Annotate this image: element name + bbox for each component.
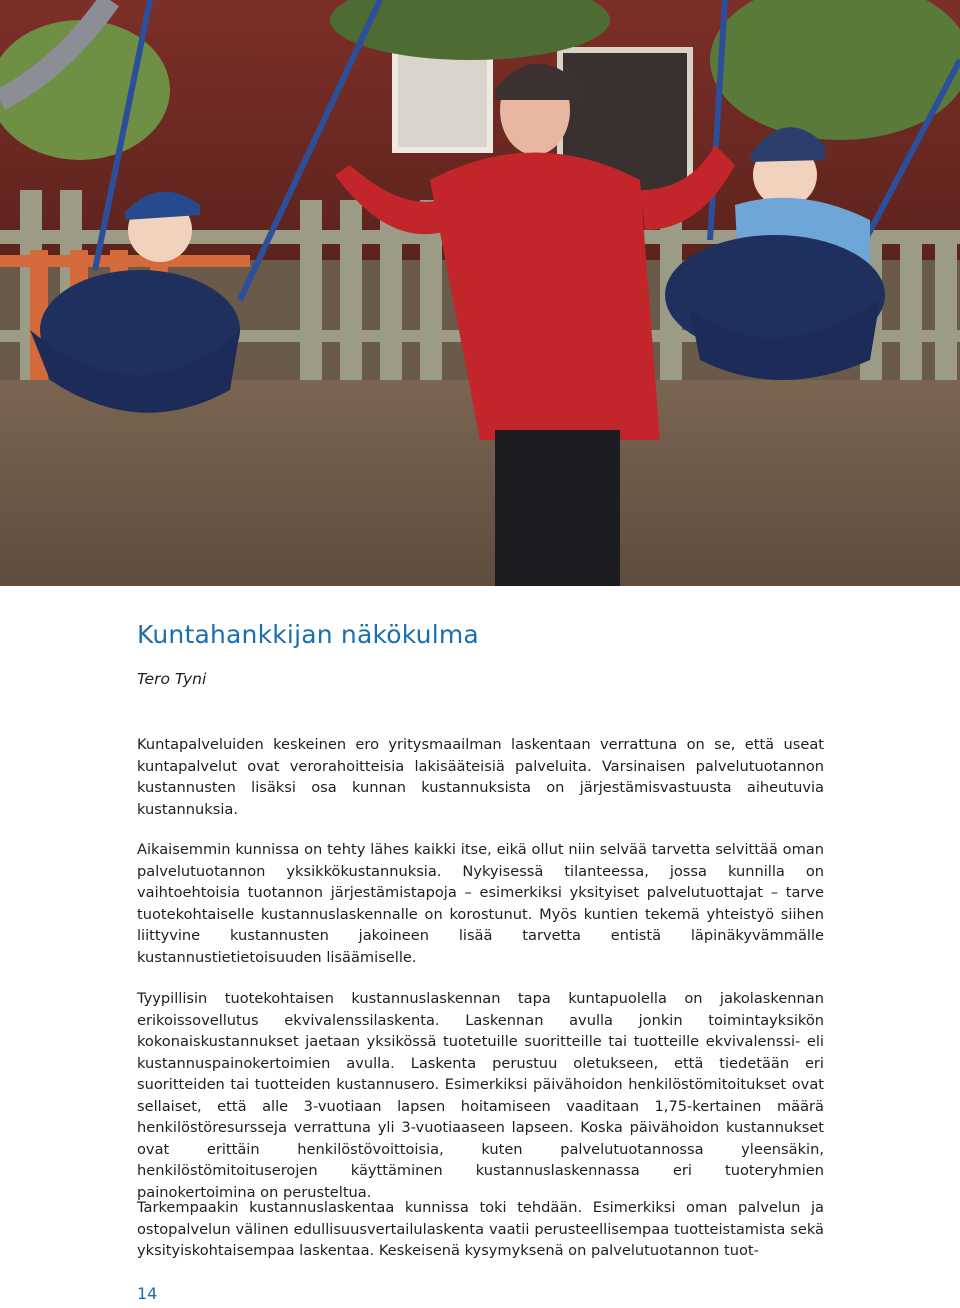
article-author: Tero Tyni (137, 670, 207, 688)
body-paragraph: Kuntapalveluiden keskeinen ero yritysmaailman laskentaan verrattuna on se, että useat kuntapalvelut ovat verorahoitteisia lakisääteisiä palveluita. Varsinaisen palvelutuotannon kustannusten lisäksi osa kunnan kustannuksista on järjestämisvastuusta aiheutuvia kustannuksia. (137, 736, 824, 818)
body-paragraph: Tyypillisin tuotekohtaisen kustannuslaskennan tapa kuntapuolella on jakolaskennan erikoissovellutus ekvivalenssilaskenta. Laskennan avulla jonkin toimintayksikön kokonaiskustannukset jaetaan yksikössä tuotetuille suoritteille tai tuotteille ekvivalenssi- eli kustannuspainokertoimien avulla. Laskenta perustuu oletukseen, että tiedetään eri suoritteiden tai tuotteiden kustannusero. Esimerkiksi päivähoidon henkilöstömitoitukset ovat sellaiset, että alle 3-vuotiaan lapsen hoitamiseen vaaditaan 1,75-kertainen määrä henkilöstöresursseja verrattuna yli 3-vuotiaaseen lapseen. Koska päivähoidon kustannukset ovat erittäin henkilöstövoittoisia, kuten palvelutuotannossa yleensäkin, henkilöstömitoituserojen käyttäminen kustannuslaskennassa eri tuoteryhmien painokertoimina on perusteltua. (137, 990, 824, 1201)
playground-swing-photo (0, 0, 960, 586)
body-paragraph: Aikaisemmin kunnissa on tehty lähes kaikki itse, eikä ollut niin selvää tarvetta selvittää oman palvelutuotannon yksikkökustannuksia. Nykyisessä tilanteessa, jossa kunnilla on vaihtoehtoisia tuotannon järjestämistapoja – esimerkiksi yksityiset palvelutuottajat – tarve tuotekohtaiselle kustannuslaskennalle on korostunut. Myös kuntien tekemä yhteistyö siihen liittyvine kustannusten jakoineen lisää tarvetta entistä läpinäkyvämmälle kustannustietietoisuuden lisäämiselle. (137, 841, 824, 966)
article-title: Kuntahankkijan näkökulma (137, 620, 479, 649)
page-number: 14 (137, 1284, 158, 1303)
body-paragraph: Tarkempaakin kustannuslaskentaa kunnissa toki tehdään. Esimerkiksi oman palvelun ja ostopalvelun välinen edullisuusvertailulaskenta vaatii perusteellisempaa tuotteistamista sekä yksityiskohtaisempaa laskentaa. Keskeisenä kysymyksenä on palvelutuotannon tuot- (137, 1199, 824, 1259)
